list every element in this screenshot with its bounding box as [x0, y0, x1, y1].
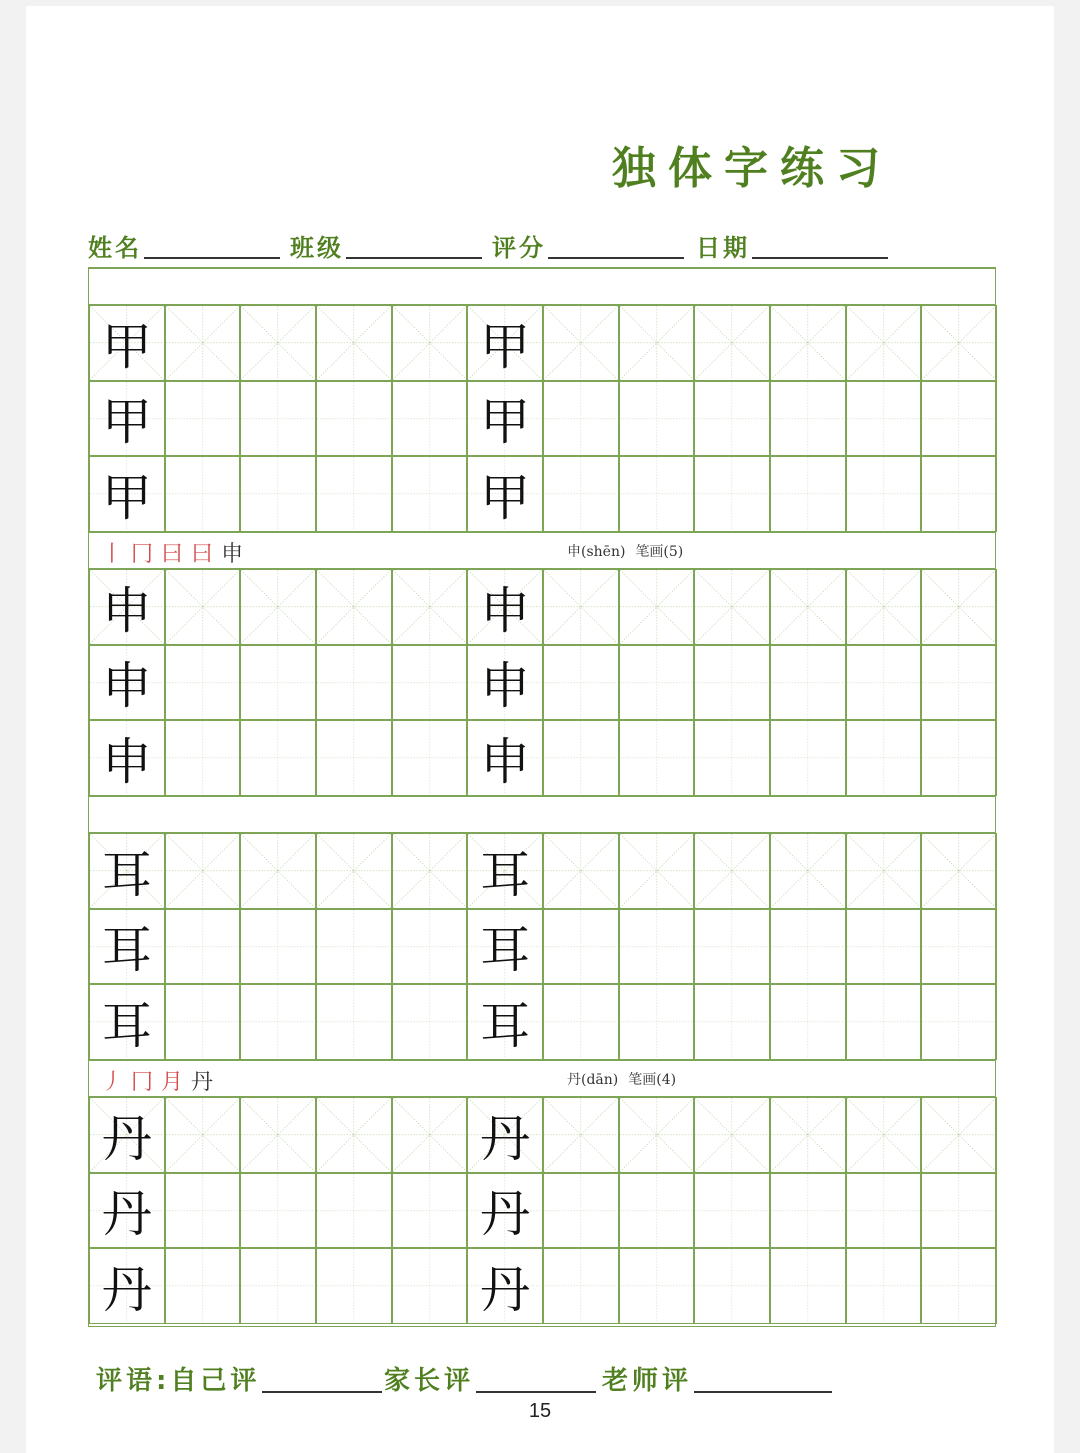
practice-cell[interactable] — [240, 909, 316, 985]
practice-cell[interactable] — [543, 569, 619, 645]
practice-cell[interactable] — [694, 984, 770, 1060]
practice-cell[interactable] — [165, 833, 241, 909]
name-field[interactable] — [88, 228, 280, 263]
practice-cell[interactable] — [240, 720, 316, 796]
class-line — [346, 257, 482, 259]
practice-cell[interactable] — [921, 456, 997, 532]
model-char-cell — [467, 720, 543, 796]
practice-cell[interactable] — [921, 569, 997, 645]
practice-cell[interactable] — [543, 720, 619, 796]
model-char-cell — [467, 984, 543, 1060]
practice-cell[interactable] — [316, 569, 392, 645]
practice-cell[interactable] — [543, 381, 619, 457]
parent-comment-line — [476, 1391, 596, 1393]
practice-cell[interactable] — [165, 984, 241, 1060]
practice-cell[interactable] — [619, 833, 695, 909]
stroke-step: 丹 — [191, 1069, 214, 1095]
practice-cell[interactable] — [165, 909, 241, 985]
model-char-cell — [89, 305, 165, 381]
practice-cell[interactable] — [316, 1248, 392, 1324]
model-character: 耳 — [480, 921, 531, 980]
practice-cell[interactable] — [619, 1248, 695, 1324]
practice-cell[interactable] — [619, 381, 695, 457]
name-line — [144, 257, 280, 259]
model-character: 丹 — [480, 1261, 531, 1320]
practice-cell[interactable] — [770, 456, 846, 532]
practice-cell[interactable] — [543, 1173, 619, 1249]
stroke-step: 曰 — [161, 541, 184, 567]
score-field[interactable] — [492, 228, 684, 263]
model-character: 甲 — [101, 393, 152, 452]
practice-cell[interactable] — [846, 381, 922, 457]
model-character: 丹 — [101, 1109, 152, 1168]
model-character: 甲 — [480, 317, 531, 376]
model-char-cell — [89, 1173, 165, 1249]
parent-comment-field[interactable] — [384, 1360, 596, 1397]
practice-cell[interactable] — [921, 1248, 997, 1324]
stroke-step: 申 — [221, 541, 244, 567]
practice-cell[interactable] — [694, 381, 770, 457]
practice-cell[interactable] — [316, 909, 392, 985]
self-comment-line — [262, 1391, 382, 1393]
practice-cell[interactable] — [921, 1173, 997, 1249]
practice-cell[interactable] — [240, 1248, 316, 1324]
model-char-cell — [467, 569, 543, 645]
practice-cell[interactable] — [770, 305, 846, 381]
practice-cell[interactable] — [770, 1248, 846, 1324]
stroke-count-label: 笔画(4) — [628, 1071, 677, 1088]
practice-cell[interactable] — [240, 984, 316, 1060]
practice-cell[interactable] — [694, 1097, 770, 1173]
model-char-cell — [467, 1097, 543, 1173]
model-char-cell — [467, 305, 543, 381]
practice-cell[interactable] — [392, 1248, 468, 1324]
practice-cell[interactable] — [392, 305, 468, 381]
model-character: 耳 — [101, 997, 152, 1056]
model-char-cell — [89, 909, 165, 985]
char-info — [567, 541, 693, 561]
practice-cell[interactable] — [543, 984, 619, 1060]
practice-cell[interactable] — [240, 645, 316, 721]
model-character: 耳 — [480, 997, 531, 1056]
practice-cell[interactable] — [846, 909, 922, 985]
practice-cell[interactable] — [543, 456, 619, 532]
model-character: 申 — [480, 733, 531, 792]
practice-cell[interactable] — [392, 456, 468, 532]
model-char-cell — [467, 645, 543, 721]
practice-cell[interactable] — [165, 381, 241, 457]
practice-cell[interactable] — [694, 645, 770, 721]
practice-cell[interactable] — [392, 645, 468, 721]
stroke-step: 曰 — [191, 541, 214, 567]
practice-cell[interactable] — [921, 381, 997, 457]
practice-cell[interactable] — [619, 456, 695, 532]
model-char-cell — [89, 569, 165, 645]
practice-cell[interactable] — [846, 305, 922, 381]
model-character: 丹 — [101, 1261, 152, 1320]
practice-cell[interactable] — [694, 1248, 770, 1324]
section-header-0 — [89, 268, 995, 305]
practice-cell[interactable] — [921, 1097, 997, 1173]
stroke-step: 冂 — [131, 1069, 154, 1095]
practice-cell[interactable] — [316, 984, 392, 1060]
practice-cell[interactable] — [846, 569, 922, 645]
practice-cell[interactable] — [240, 305, 316, 381]
model-character: 丹 — [480, 1185, 531, 1244]
practice-cell[interactable] — [165, 569, 241, 645]
practice-cell[interactable] — [921, 645, 997, 721]
practice-cell[interactable] — [770, 381, 846, 457]
practice-cell[interactable] — [165, 645, 241, 721]
practice-cell[interactable] — [694, 1173, 770, 1249]
practice-cell[interactable] — [316, 833, 392, 909]
model-character: 丹 — [480, 1109, 531, 1168]
practice-cell[interactable] — [921, 984, 997, 1060]
practice-cell[interactable] — [921, 833, 997, 909]
stroke-step: 月 — [161, 1069, 184, 1095]
practice-cell[interactable] — [316, 456, 392, 532]
self-comment-field[interactable] — [96, 1360, 382, 1397]
stroke-count-label: 笔画(5) — [635, 543, 684, 560]
practice-cell[interactable] — [770, 1173, 846, 1249]
teacher-comment-field[interactable] — [602, 1360, 832, 1397]
practice-cell[interactable] — [392, 984, 468, 1060]
model-char-cell — [89, 1097, 165, 1173]
practice-cell[interactable] — [770, 984, 846, 1060]
date-line — [752, 257, 888, 259]
model-character: 耳 — [480, 845, 531, 904]
practice-cell[interactable] — [770, 645, 846, 721]
practice-cell[interactable] — [846, 1097, 922, 1173]
name-label: 姓名 — [88, 234, 142, 262]
practice-cell[interactable] — [543, 1248, 619, 1324]
practice-cell[interactable] — [392, 569, 468, 645]
practice-cell[interactable] — [846, 833, 922, 909]
practice-cell[interactable] — [543, 1097, 619, 1173]
class-field[interactable] — [290, 228, 482, 263]
practice-cell[interactable] — [316, 305, 392, 381]
practice-cell[interactable] — [543, 645, 619, 721]
practice-cell[interactable] — [543, 305, 619, 381]
practice-cell[interactable] — [694, 720, 770, 796]
stroke-step: 冂 — [131, 541, 154, 567]
model-character: 申 — [101, 657, 152, 716]
section-header-1 — [89, 532, 995, 569]
practice-cell[interactable] — [165, 456, 241, 532]
practice-cell[interactable] — [619, 645, 695, 721]
practice-cell[interactable] — [921, 305, 997, 381]
section-header-3 — [89, 1060, 995, 1097]
page-title: 独体字练习 — [612, 143, 892, 194]
practice-cell[interactable] — [240, 456, 316, 532]
practice-cell[interactable] — [846, 720, 922, 796]
pinyin-label: 申(shēn) — [567, 543, 626, 560]
practice-cell[interactable] — [240, 833, 316, 909]
teacher-comment-line — [694, 1391, 832, 1393]
model-character: 甲 — [480, 469, 531, 528]
model-char-cell — [89, 833, 165, 909]
stroke-order — [101, 537, 243, 568]
practice-cell[interactable] — [619, 1173, 695, 1249]
practice-cell[interactable] — [543, 833, 619, 909]
stroke-step: 丿 — [101, 1069, 124, 1095]
self-comment-label: 评语:自己评 — [96, 1366, 261, 1396]
practice-cell[interactable] — [770, 1097, 846, 1173]
practice-cell[interactable] — [316, 720, 392, 796]
model-char-cell — [467, 1248, 543, 1324]
page-number: 15 — [528, 1400, 552, 1422]
char-info — [567, 1069, 686, 1089]
model-char-cell — [89, 381, 165, 457]
practice-cell[interactable] — [240, 1097, 316, 1173]
practice-cell[interactable] — [921, 720, 997, 796]
model-character: 耳 — [101, 845, 152, 904]
model-character: 申 — [101, 581, 152, 640]
model-character: 耳 — [101, 921, 152, 980]
practice-cell[interactable] — [316, 1173, 392, 1249]
practice-cell[interactable] — [619, 1097, 695, 1173]
model-char-cell — [467, 456, 543, 532]
practice-cell[interactable] — [846, 645, 922, 721]
model-character: 甲 — [101, 317, 152, 376]
practice-cell[interactable] — [165, 1097, 241, 1173]
practice-cell[interactable] — [316, 645, 392, 721]
practice-cell[interactable] — [240, 1173, 316, 1249]
practice-cell[interactable] — [619, 569, 695, 645]
practice-cell[interactable] — [165, 305, 241, 381]
parent-comment-label: 家长评 — [384, 1366, 475, 1396]
practice-cell[interactable] — [694, 909, 770, 985]
practice-cell[interactable] — [240, 569, 316, 645]
practice-cell[interactable] — [770, 909, 846, 985]
pinyin-label: 丹(dān) — [567, 1071, 619, 1088]
practice-cell[interactable] — [165, 720, 241, 796]
practice-cell[interactable] — [619, 305, 695, 381]
model-char-cell — [89, 1248, 165, 1324]
practice-cell[interactable] — [921, 909, 997, 985]
model-char-cell — [89, 984, 165, 1060]
footer-comments — [96, 1360, 856, 1400]
practice-cell[interactable] — [543, 909, 619, 985]
practice-cell[interactable] — [392, 1097, 468, 1173]
model-character: 甲 — [480, 393, 531, 452]
model-char-cell — [89, 456, 165, 532]
practice-cell[interactable] — [694, 569, 770, 645]
practice-cell[interactable] — [316, 381, 392, 457]
practice-cell[interactable] — [619, 720, 695, 796]
practice-cell[interactable] — [392, 381, 468, 457]
practice-cell[interactable] — [846, 984, 922, 1060]
model-character: 丹 — [101, 1185, 152, 1244]
practice-cell[interactable] — [619, 984, 695, 1060]
section-header-2 — [89, 796, 995, 833]
practice-cell[interactable] — [770, 569, 846, 645]
practice-cell[interactable] — [846, 456, 922, 532]
practice-cell[interactable] — [392, 909, 468, 985]
model-character: 甲 — [101, 469, 152, 528]
practice-grid — [88, 267, 996, 1327]
model-char-cell — [89, 720, 165, 796]
score-label: 评分 — [492, 234, 546, 262]
model-character: 申 — [101, 733, 152, 792]
model-char-cell — [467, 909, 543, 985]
practice-cell[interactable] — [392, 1173, 468, 1249]
practice-cell[interactable] — [165, 1173, 241, 1249]
practice-cell[interactable] — [846, 1173, 922, 1249]
class-label: 班级 — [290, 234, 344, 262]
teacher-comment-label: 老师评 — [602, 1366, 693, 1396]
stroke-step: 丨 — [101, 541, 124, 567]
practice-cell[interactable] — [619, 909, 695, 985]
practice-cell[interactable] — [165, 1248, 241, 1324]
practice-cell[interactable] — [694, 833, 770, 909]
practice-cell[interactable] — [770, 720, 846, 796]
stroke-order — [101, 1065, 213, 1096]
model-char-cell — [467, 381, 543, 457]
model-char-cell — [89, 645, 165, 721]
practice-cell[interactable] — [694, 456, 770, 532]
practice-cell[interactable] — [392, 833, 468, 909]
score-line — [548, 257, 684, 259]
practice-cell[interactable] — [316, 1097, 392, 1173]
practice-cell[interactable] — [846, 1248, 922, 1324]
info-bar — [88, 228, 918, 264]
practice-cell[interactable] — [392, 720, 468, 796]
model-char-cell — [467, 833, 543, 909]
practice-cell[interactable] — [694, 305, 770, 381]
date-field[interactable] — [696, 228, 888, 263]
practice-cell[interactable] — [770, 833, 846, 909]
model-character: 申 — [480, 657, 531, 716]
practice-cell[interactable] — [240, 381, 316, 457]
model-character: 申 — [480, 581, 531, 640]
model-char-cell — [467, 1173, 543, 1249]
date-label: 日期 — [696, 234, 750, 262]
